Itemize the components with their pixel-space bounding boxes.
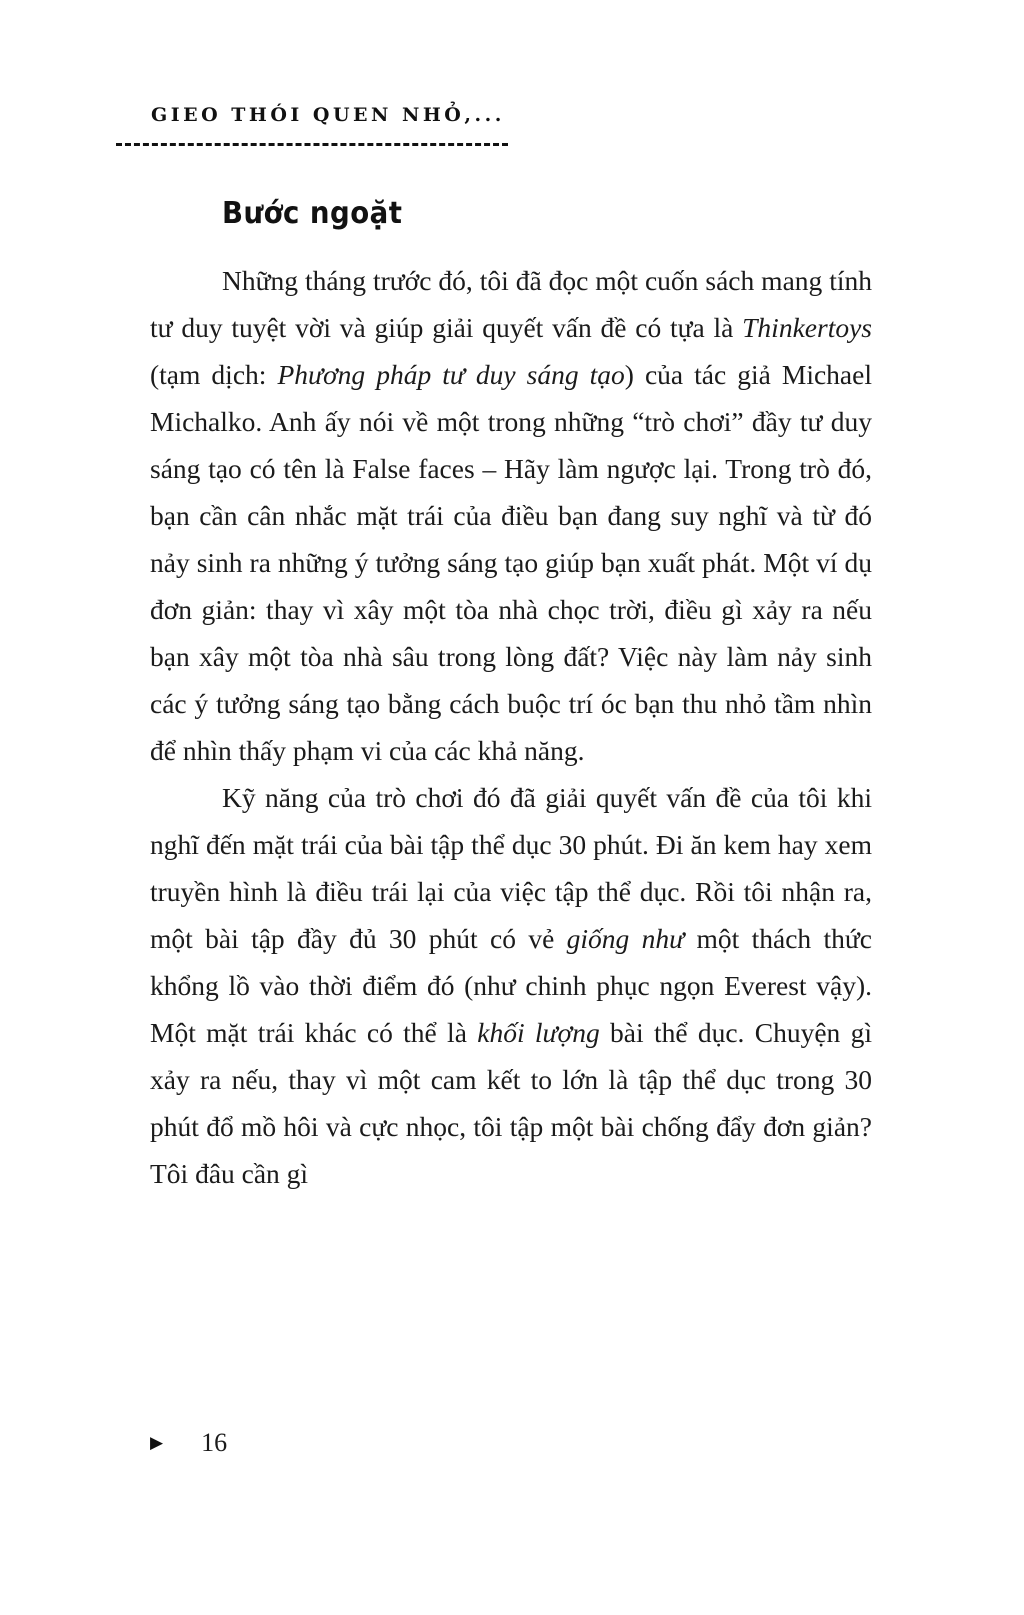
- header-dashed-rule: [116, 143, 508, 146]
- page-content: [150, 196, 872, 1197]
- page-number: 16: [201, 1428, 228, 1457]
- running-header: GIEO THÓI QUEN NHỎ,...: [151, 104, 505, 126]
- paragraph: Kỹ năng của trò chơi đó đã giải quyết vấn đề của tôi khi nghĩ đến mặt trái của bài tập thể dục 30 phút. Đi ăn kem hay xem truyền hình là điều trái lại của việc tập thể dục. Rồi tôi nhận ra, một bài tập đầy đủ 30 phút có vẻ giống như một thách thức khổng lồ vào thời điểm đó (như chinh phục ngọn Everest vậy). Một mặt trái khác có thể là khối lượng bài thể dục. Chuyện gì xảy ra nếu, thay vì một cam kết to lớn là tập thể dục trong 30 phút đổ mồ hôi và cực nhọc, tôi tập một bài chống đẩy đơn giản? Tôi đâu cần gì: [150, 782, 873, 1189]
- section-heading: Bước ngoặt: [222, 196, 403, 231]
- page-marker-icon: ▶: [150, 1432, 164, 1453]
- paragraph: Những tháng trước đó, tôi đã đọc một cuốn sách mang tính tư duy tuyệt vời và giúp giải quyết vấn đề có tựa là Thinkertoys (tạm dịch: Phương pháp tư duy sáng tạo) của tác giả Michael Michalko. Anh ấy nói về một trong những “trò chơi” đầy tư duy sáng tạo có tên là False faces – Hãy làm ngược lại. Trong trò đó, bạn cần cân nhắc mặt trái của điều bạn đang suy nghĩ và từ đó nảy sinh ra những ý tưởng sáng tạo giúp bạn xuất phát. Một ví dụ đơn giản: thay vì xây một tòa nhà chọc trời, điều gì xảy ra nếu bạn xây một tòa nhà sâu trong lòng đất? Việc này làm nảy sinh các ý tưởng sáng tạo bằng cách buộc trí óc bạn thu nhỏ tầm nhìn để nhìn thấy phạm vi của các khả năng.: [150, 265, 872, 766]
- page-footer: [150, 1430, 227, 1456]
